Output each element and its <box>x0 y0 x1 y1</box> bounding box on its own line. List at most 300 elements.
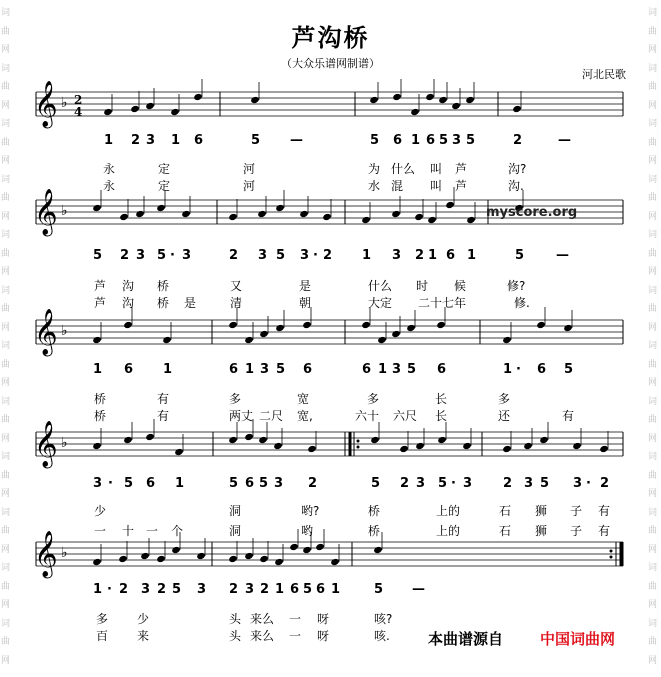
notehead <box>599 445 609 453</box>
jianpu-note: 5 <box>439 133 449 148</box>
lyric-syllable: 头 <box>229 612 242 626</box>
lyric-syllable: 永 <box>103 162 116 176</box>
notehead <box>369 96 379 104</box>
jianpu-note: 5 <box>229 476 239 491</box>
margin-char: 曲 <box>648 581 658 592</box>
notehead <box>174 448 184 456</box>
jianpu-note: 5 <box>438 476 448 491</box>
jianpu-note: 1 <box>378 362 388 377</box>
treble-clef-icon: 𝄞 <box>34 309 58 355</box>
jianpu-note: 6 <box>537 362 547 377</box>
notehead <box>259 330 269 338</box>
repeat-dot <box>357 446 360 449</box>
lyric-syllable: 清 <box>230 296 243 310</box>
margin-char: 曲 <box>1 526 11 536</box>
jianpu-note: 3 <box>245 582 255 597</box>
margin-char: 网 <box>648 45 658 55</box>
margin-char: 曲 <box>648 193 658 203</box>
jianpu-note: 5 <box>124 476 134 491</box>
lyric-syllable: 十 <box>122 524 135 538</box>
lyric-syllable: 上的 <box>436 524 461 538</box>
repeat-dot <box>610 550 613 553</box>
notehead <box>170 108 180 116</box>
notehead <box>228 555 238 563</box>
notehead <box>391 210 401 218</box>
lyric-syllable: 狮 <box>535 504 548 518</box>
jianpu-note: 3 <box>573 476 583 491</box>
lyric-syllable: 二十七年 <box>418 296 467 310</box>
lyric-syllable: 有 <box>157 409 170 423</box>
margin-char: 曲 <box>1 581 11 592</box>
jianpu-note: 6 <box>245 476 255 491</box>
jianpu-note: 3 <box>141 582 151 597</box>
jianpu-note: 2 <box>308 476 318 491</box>
margin-char: 曲 <box>1 248 11 259</box>
jianpu-note: 6 <box>124 362 134 377</box>
jianpu-note: 5 <box>157 248 167 263</box>
margin-char: 网 <box>648 544 658 555</box>
notehead <box>123 436 133 444</box>
lyric-syllable: 有 <box>598 524 611 538</box>
margin-char: 曲 <box>1 193 11 203</box>
margin-char: 网 <box>1 655 11 666</box>
jianpu-note: 6 <box>146 476 156 491</box>
jianpu-note: 2 <box>119 582 129 597</box>
margin-char: 词 <box>1 230 11 240</box>
notehead <box>140 552 150 560</box>
lyric-syllable: 是 <box>184 296 197 310</box>
lyric-syllable: 水 <box>368 179 381 193</box>
jianpu-note: 1 <box>175 476 185 491</box>
jianpu-note: 3 <box>452 133 462 148</box>
notehead <box>92 558 102 566</box>
notehead <box>244 552 254 560</box>
notehead <box>370 436 380 444</box>
notehead <box>181 210 191 218</box>
notehead <box>103 108 113 116</box>
lyric-syllable: 多 <box>498 392 511 406</box>
lyric-syllable: 一 <box>289 629 302 643</box>
jianpu-note: · <box>170 248 175 263</box>
lyric-syllable: 上的 <box>436 504 461 518</box>
jianpu-note: 5 <box>374 582 384 597</box>
lyric-syllable: 六十 <box>355 409 380 423</box>
lyric-syllable: 子 <box>570 524 583 538</box>
margin-char: 网 <box>1 267 11 277</box>
jianpu-note: — <box>556 248 569 263</box>
time-signature-top: 2 <box>74 93 83 107</box>
margin-char: 网 <box>1 211 11 222</box>
margin-char: 曲 <box>648 26 658 37</box>
lyric-syllable: 桥 <box>94 392 107 406</box>
notehead <box>92 442 102 450</box>
notehead <box>539 436 549 444</box>
jianpu-note: 5 <box>172 582 182 597</box>
lyric-syllable: 定 <box>158 179 171 193</box>
jianpu-note: 2 <box>157 582 167 597</box>
lyric-syllable: 来 <box>137 629 150 643</box>
notehead <box>415 442 425 450</box>
jianpu-note: 5 <box>276 362 286 377</box>
jianpu-note: 1 <box>245 362 255 377</box>
margin-char: 词 <box>1 396 11 407</box>
notehead <box>361 321 371 329</box>
notehead <box>361 216 371 224</box>
margin-char: 曲 <box>1 415 11 425</box>
lyric-syllable: 什么 <box>391 162 416 176</box>
lyric-syllable: 咳? <box>374 612 393 626</box>
notehead <box>451 102 461 110</box>
margin-char: 词 <box>648 285 658 296</box>
jianpu-note: 3 <box>182 248 192 263</box>
notehead <box>135 210 145 218</box>
notehead <box>465 96 475 104</box>
margin-char: 曲 <box>648 137 658 148</box>
notehead <box>250 96 260 104</box>
notehead <box>228 436 238 444</box>
jianpu-note: 5 <box>303 582 313 597</box>
notehead <box>302 321 312 329</box>
lyric-syllable: 呀 <box>317 629 330 643</box>
jianpu-note: 3 <box>392 362 402 377</box>
jianpu-note: 3 <box>524 476 534 491</box>
margin-char: 网 <box>648 156 658 166</box>
margin-char: 词 <box>1 63 11 74</box>
notehead <box>445 201 455 209</box>
lyric-syllable: 芦 <box>94 279 107 293</box>
lyric-syllable: 有 <box>562 409 575 423</box>
notehead <box>512 105 522 113</box>
jianpu-note: 3 <box>260 362 270 377</box>
lyric-syllable: 多 <box>229 392 242 406</box>
notehead <box>244 336 254 344</box>
jianpu-note: 5 <box>540 476 550 491</box>
lyric-syllable: 哟 <box>301 524 314 538</box>
notehead <box>228 321 238 329</box>
notehead <box>258 436 268 444</box>
jianpu-note: 3 <box>136 248 146 263</box>
lyric-syllable: 个 <box>171 524 184 538</box>
notehead <box>244 433 254 441</box>
jianpu-note: 6 <box>290 582 300 597</box>
lyric-syllable: 是 <box>299 279 312 293</box>
jianpu-note: 6 <box>316 582 326 597</box>
margin-char: 网 <box>648 267 658 277</box>
jianpu-note: 6 <box>437 362 447 377</box>
notehead <box>275 324 285 332</box>
margin-char: 词 <box>648 563 658 573</box>
margin-char: 曲 <box>1 137 11 148</box>
jianpu-note: 2 <box>131 133 141 148</box>
lyric-syllable: 一 <box>289 612 302 626</box>
repeat-dot <box>357 440 360 443</box>
margin-char: 曲 <box>1 637 11 647</box>
notehead <box>193 93 203 101</box>
margin-char: 曲 <box>1 470 11 481</box>
jianpu-note: 3 <box>146 133 156 148</box>
jianpu-note: 5 <box>371 476 381 491</box>
jianpu-note: · <box>107 582 112 597</box>
jianpu-note: — <box>558 133 571 148</box>
lyric-syllable: 沟 <box>122 279 135 293</box>
margin-char: 网 <box>1 489 11 499</box>
margin-char: 网 <box>1 433 11 444</box>
lyric-syllable: 定 <box>158 162 171 176</box>
jianpu-note: 1 <box>93 582 103 597</box>
margin-char: 词 <box>1 507 11 518</box>
myscore-watermark: myscore.org <box>486 205 578 220</box>
jianpu-note: 5 <box>515 248 525 263</box>
jianpu-note: 3 <box>258 248 268 263</box>
lyric-syllable: 有 <box>598 504 611 518</box>
notehead <box>410 108 420 116</box>
notehead <box>502 445 512 453</box>
notehead <box>145 102 155 110</box>
lyric-syllable: 多 <box>367 392 380 406</box>
notehead <box>572 442 582 450</box>
notehead <box>391 330 401 338</box>
jianpu-note: 6 <box>446 248 456 263</box>
margin-char: 网 <box>1 156 11 166</box>
lyric-syllable: 宽, <box>297 409 313 423</box>
lyric-syllable: 修. <box>514 296 530 310</box>
jianpu-note: 2 <box>600 476 610 491</box>
jianpu-note: 5 <box>370 133 380 148</box>
notehead <box>130 105 140 113</box>
notehead <box>373 546 383 554</box>
notehead <box>392 93 402 101</box>
lyric-syllable: 石 <box>499 504 512 518</box>
margin-char: 曲 <box>648 470 658 481</box>
lyric-syllable: 芦 <box>455 162 468 176</box>
jianpu-note: 1 <box>503 362 513 377</box>
footer-site-name: 中国词曲网 <box>540 630 616 648</box>
lyric-syllable: 狮 <box>535 524 548 538</box>
jianpu-note: — <box>290 133 303 148</box>
lyric-syllable: 沟. <box>508 179 524 193</box>
lyric-syllable: 大定 <box>368 296 393 310</box>
lyric-syllable: 多 <box>96 612 109 626</box>
jianpu-note: 1 <box>275 582 285 597</box>
margin-char: 网 <box>648 322 658 333</box>
lyric-syllable: 咳. <box>374 629 390 643</box>
margin-char: 曲 <box>1 82 11 92</box>
notehead <box>273 442 283 450</box>
lyric-syllable: 桥 <box>368 504 381 518</box>
lyric-syllable: 来么 <box>250 629 275 643</box>
lyric-syllable: 候 <box>454 279 467 293</box>
notehead <box>462 442 472 450</box>
notehead <box>466 216 476 224</box>
flat-key-signature-icon: ♭ <box>61 95 68 111</box>
lyric-syllable: 叫 <box>430 179 443 193</box>
jianpu-note: 3 <box>93 476 103 491</box>
jianpu-note: 1 <box>171 133 181 148</box>
song-subtitle: （大众乐谱网制谱） <box>281 57 380 70</box>
margin-char: 网 <box>648 378 658 388</box>
lyric-syllable: 芦 <box>455 179 468 193</box>
jianpu-note: 2 <box>503 476 513 491</box>
lyric-syllable: 沟? <box>508 162 527 176</box>
jianpu-note: 1 <box>104 133 114 148</box>
treble-clef-icon: 𝄞 <box>34 421 58 467</box>
lyric-syllable: 两丈 <box>229 409 254 423</box>
notehead <box>299 210 309 218</box>
notehead <box>406 324 416 332</box>
margin-char: 词 <box>1 285 11 296</box>
lyric-syllable: 长 <box>435 392 448 406</box>
jianpu-note: 3 <box>274 476 284 491</box>
lyric-syllable: 桥 <box>157 296 170 310</box>
jianpu-note: 5 <box>407 362 417 377</box>
notehead <box>438 96 448 104</box>
notehead <box>302 546 312 554</box>
jianpu-note: 2 <box>415 248 425 263</box>
notehead <box>536 321 546 329</box>
margin-char: 词 <box>648 507 658 518</box>
margin-char: 网 <box>1 100 11 111</box>
notehead <box>259 555 269 563</box>
jianpu-note: 1 <box>331 582 341 597</box>
margin-char: 曲 <box>648 304 658 314</box>
lyric-syllable: 哟? <box>301 504 320 518</box>
margin-char: 网 <box>648 655 658 666</box>
jianpu-note: 2 <box>513 133 523 148</box>
jianpu-note: — <box>412 582 425 597</box>
jianpu-note: 5 <box>251 133 261 148</box>
margin-char: 网 <box>648 100 658 111</box>
margin-char: 曲 <box>648 526 658 536</box>
lyric-syllable: 桥 <box>157 279 170 293</box>
lyric-syllable: 一 <box>94 524 107 538</box>
notehead <box>119 213 129 221</box>
notehead <box>502 336 512 344</box>
lyric-syllable: 洞 <box>229 504 242 518</box>
flat-key-signature-icon: ♭ <box>61 435 68 451</box>
jianpu-note: · <box>586 476 591 491</box>
margin-char: 曲 <box>1 26 11 37</box>
flat-key-signature-icon: ♭ <box>61 323 68 339</box>
lyric-syllable: 混 <box>391 179 404 193</box>
margin-char: 词 <box>648 618 658 629</box>
margin-char: 词 <box>1 8 11 18</box>
jianpu-note: 2 <box>260 582 270 597</box>
lyric-syllable: 六尺 <box>393 409 418 423</box>
jianpu-note: 3 <box>392 248 402 263</box>
lyric-syllable: 头 <box>229 629 242 643</box>
lyric-syllable: 芦 <box>94 296 107 310</box>
notehead <box>427 216 437 224</box>
jianpu-note: 1 <box>467 248 477 263</box>
notehead <box>274 558 284 566</box>
jianpu-note: 1 <box>93 362 103 377</box>
margin-char: 词 <box>648 341 658 351</box>
margin-char: 曲 <box>1 359 11 370</box>
margin-char: 词 <box>1 341 11 351</box>
lyric-syllable: 长 <box>435 409 448 423</box>
notehead <box>414 213 424 221</box>
lyric-syllable: 什么 <box>368 279 393 293</box>
jianpu-note: 5 <box>466 133 476 148</box>
margin-char: 曲 <box>648 248 658 259</box>
lyric-syllable: 永 <box>103 179 116 193</box>
lyric-syllable: 沟 <box>122 296 135 310</box>
margin-char: 词 <box>1 174 11 185</box>
lyric-syllable: 洞 <box>229 524 242 538</box>
margin-char: 词 <box>648 230 658 240</box>
lyric-syllable: 河 <box>243 162 256 176</box>
notehead <box>523 442 533 450</box>
lyric-syllable: 子 <box>570 504 583 518</box>
margin-char: 词 <box>648 452 658 462</box>
lyric-syllable: 宽 <box>297 392 310 406</box>
notehead <box>196 552 206 560</box>
margin-char: 曲 <box>648 415 658 425</box>
lyric-syllable: 石 <box>499 524 512 538</box>
jianpu-note: 1 <box>428 248 438 263</box>
repeat-dot <box>610 556 613 559</box>
margin-char: 词 <box>648 63 658 74</box>
jianpu-note: 5 <box>564 362 574 377</box>
margin-char: 曲 <box>648 359 658 370</box>
margin-char: 词 <box>1 563 11 573</box>
lyric-syllable: 来么 <box>250 612 275 626</box>
notehead <box>92 336 102 344</box>
notehead <box>322 213 332 221</box>
jianpu-note: 6 <box>393 133 403 148</box>
lyric-syllable: 修? <box>507 279 526 293</box>
notehead <box>425 93 435 101</box>
jianpu-note: 6 <box>194 133 204 148</box>
margin-char: 网 <box>1 544 11 555</box>
lyric-syllable: 少 <box>137 612 150 626</box>
notehead <box>92 204 102 212</box>
jianpu-note: 1 <box>362 248 372 263</box>
lyric-syllable: 桥 <box>368 524 381 538</box>
jianpu-note: 3 <box>300 248 310 263</box>
margin-char: 网 <box>1 322 11 333</box>
notehead <box>330 558 340 566</box>
jianpu-note: · <box>451 476 456 491</box>
jianpu-note: 1 <box>163 362 173 377</box>
jianpu-note: 5 <box>276 248 286 263</box>
margin-char: 网 <box>1 378 11 388</box>
notehead <box>118 555 128 563</box>
margin-char: 词 <box>1 452 11 462</box>
lyric-syllable: 一 <box>146 524 159 538</box>
margin-char: 曲 <box>648 637 658 647</box>
lyric-syllable: 呀 <box>317 612 330 626</box>
song-title: 芦沟桥 <box>291 23 370 52</box>
notehead <box>289 543 299 551</box>
jianpu-note: 5 <box>259 476 269 491</box>
lyric-syllable: 桥 <box>94 409 107 423</box>
jianpu-note: 2 <box>229 582 239 597</box>
margin-char: 曲 <box>648 82 658 92</box>
margin-char: 词 <box>1 618 11 629</box>
jianpu-note: 6 <box>426 133 436 148</box>
notehead <box>145 433 155 441</box>
jianpu-note: 3 <box>463 476 473 491</box>
treble-clef-icon: 𝄞 <box>34 81 58 127</box>
jianpu-note: 3 <box>416 476 426 491</box>
margin-char: 曲 <box>1 304 11 314</box>
flat-key-signature-icon: ♭ <box>61 545 68 561</box>
margin-char: 网 <box>648 211 658 222</box>
footer-source-label: 本曲谱源自 <box>428 630 504 648</box>
notehead <box>399 445 409 453</box>
jianpu-note: 2 <box>323 248 333 263</box>
